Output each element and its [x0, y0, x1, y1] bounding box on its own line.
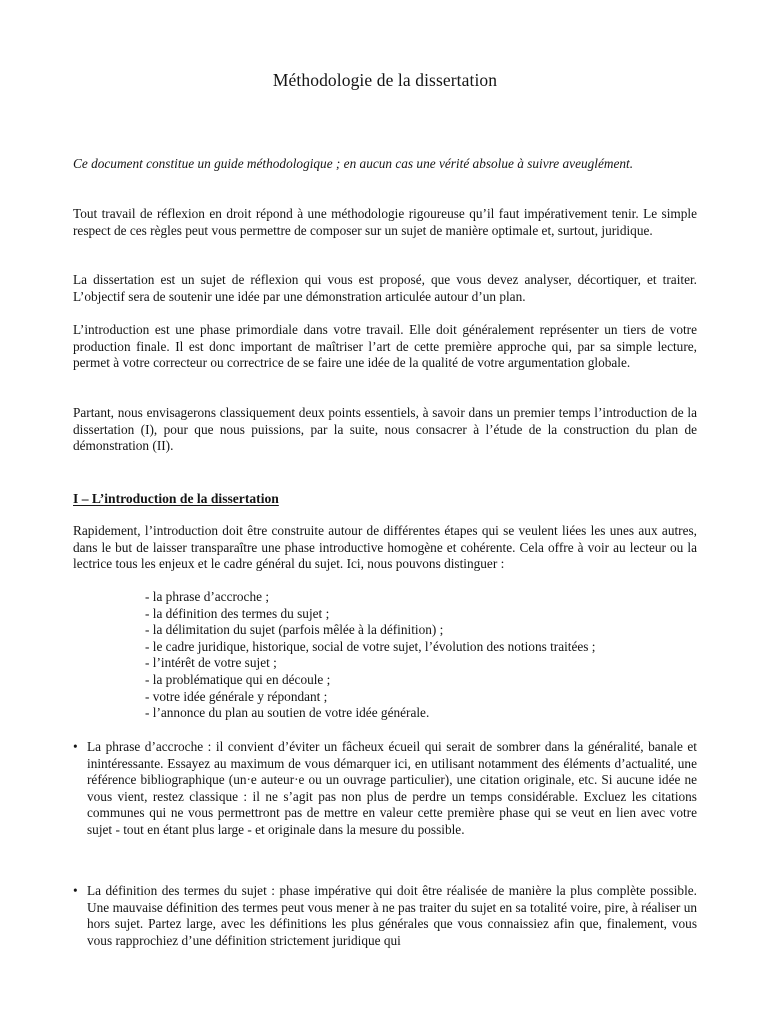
- paragraph-methodology: Tout travail de réflexion en droit répond à une méthodologie rigoureuse qu’il faut impérativement tenir. Le simple respect de ces règles peut vous permettre de composer sur un sujet de manière optimale et, surtout, juridique.: [73, 206, 697, 238]
- paragraph-introduction-importance: L’introduction est une phase primordiale dans votre travail. Elle doit généralement représenter un tiers de votre production finale. Il est donc important de maîtriser l’art de cette première approche qui, par sa simple lecture, permet à votre correcteur ou correctrice de se faire une idée de la qualité de votre argumentation globale.: [73, 322, 697, 371]
- bullet-marker: •: [73, 883, 78, 898]
- list-item: - la problématique qui en découle ;: [145, 671, 331, 687]
- list-item: - la phrase d’accroche ;: [145, 589, 270, 604]
- list-item: - votre idée générale y répondant ;: [145, 688, 328, 704]
- document-title: Méthodologie de la dissertation: [272, 70, 498, 90]
- list-item: - la définition des termes du sujet ;: [145, 605, 330, 621]
- list-item: - l’intérêt de votre sujet ;: [145, 655, 277, 671]
- list-item: - l’annonce du plan au soutien de votre idée générale.: [145, 705, 430, 721]
- bullet-text: La définition des termes du sujet : phase impérative qui doit être réalisée de manière la plus complète possible. Une mauvaise définition des termes peut vous mener à ne pas traiter du sujet en sa totalité voire, pire, à réaliser un hors sujet. Partez large, avec les définitions les plus générales que vous connaissiez afin que, finalement, vous vous rapprochiez d’une définition strictement juridique qui: [87, 883, 697, 948]
- introduction-steps-list: [145, 589, 705, 722]
- section-heading-introduction: I – L’introduction de la dissertation: [73, 491, 279, 506]
- bullet-marker: •: [73, 739, 78, 754]
- bullet-text: La phrase d’accroche : il convient d’éviter un fâcheux écueil qui serait de sombrer dans la généralité, banale et inintéressante. Essayez au maximum de vous démarquer ici, en utilisant notamment des éléments d’actualité, une référence bibliographique (un·e auteur·e ou un ouvrage particulier), une citation originale, etc. Si aucune idée ne vous vient, restez classique : il ne s’agit pas non plus de perdre un temps considérable. Excluez les citations communes qui ne vous permettront pas de mettre en valeur cette première phase qui se veut en lien avec votre sujet - tout en étant plus large - et originale dans la mesure du possible.: [87, 739, 697, 837]
- list-item: - le cadre juridique, historique, social de votre sujet, l’évolution des notions traitées ;: [145, 638, 596, 654]
- paragraph-introduction-steps: Rapidement, l’introduction doit être construite autour de différentes étapes qui se veulent liées les unes aux autres, dans le but de laisser transparaître une phase introductive homogène et cohérente. Cela offre à voir au lecteur ou la lectrice tous les enjeux et le cadre général du sujet. Ici, nous pouvons distinguer :: [73, 523, 697, 572]
- list-item: - la délimitation du sujet (parfois mêlée à la définition) ;: [145, 622, 444, 638]
- disclaimer-paragraph: Ce document constitue un guide méthodologique ; en aucun cas une vérité absolue à suivre aveuglément.: [73, 156, 634, 171]
- paragraph-dissertation-definition: La dissertation est un sujet de réflexion qui vous est proposé, que vous devez analyser, décortiquer, et traiter. L’objectif sera de soutenir une idée par une démonstration articulée autour d’un plan.: [73, 272, 697, 304]
- paragraph-plan-announcement: Partant, nous envisagerons classiquement deux points essentiels, à savoir dans un premier temps l’introduction de la dissertation (I), pour que nous puissions, par la suite, nous consacrer à l’étude de la construction du plan de démonstration (II).: [73, 405, 697, 454]
